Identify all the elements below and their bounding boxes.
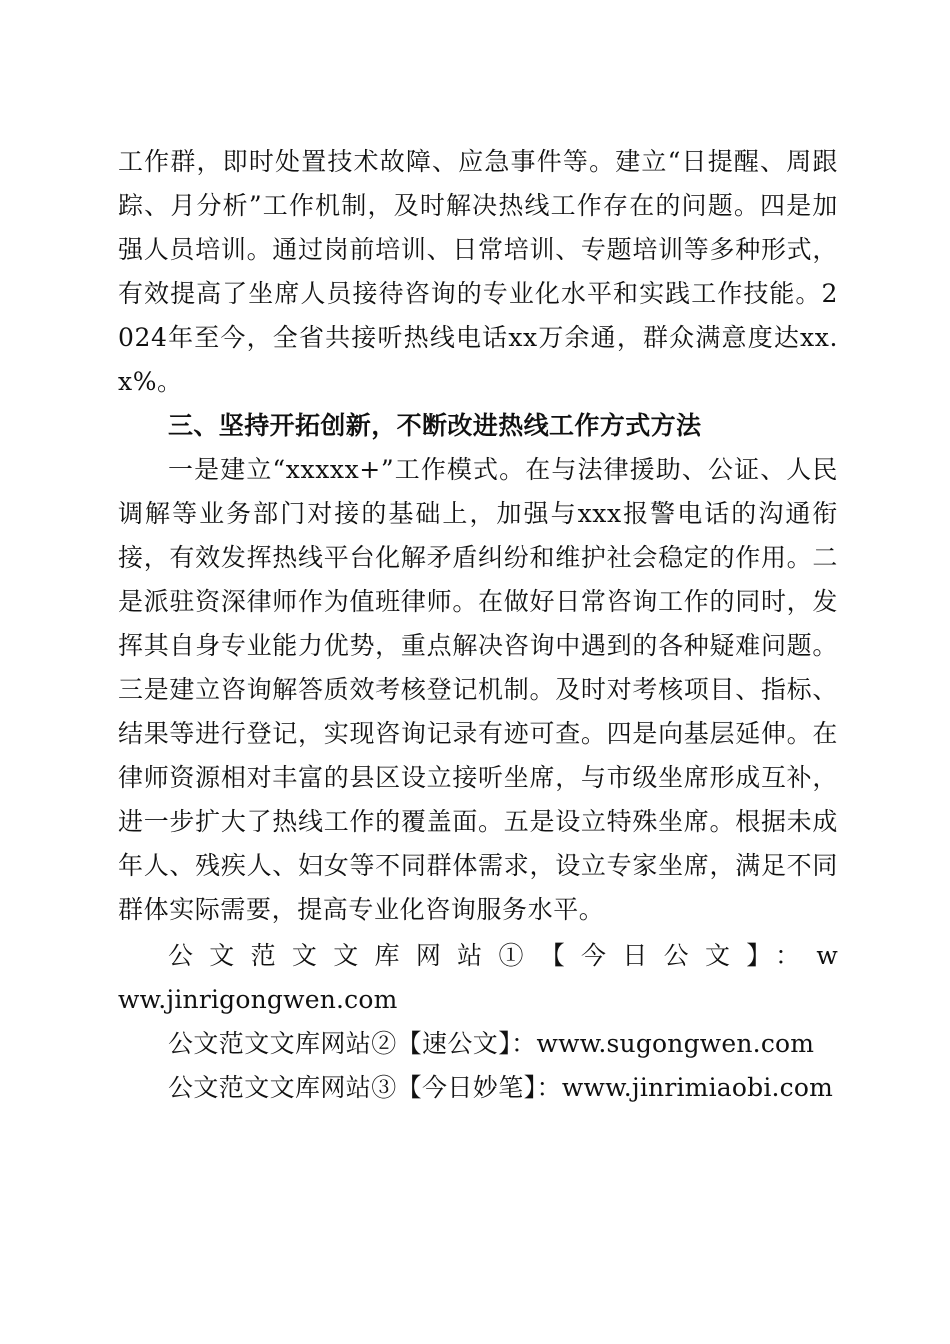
website-link-2-label: 公文范文文库网站②【速公文】： xyxy=(168,1029,537,1058)
website-link-1-label: 公文范文文库网站①【今日公文】： xyxy=(168,941,817,970)
website-link-3-url[interactable]: www.jinrimiaobi.com xyxy=(561,1073,834,1102)
website-link-1-url[interactable]: www.jinrigongwen.com xyxy=(118,941,838,1014)
paragraph-main: 一是建立“xxxxx+”工作模式。在与法律援助、公证、人民调解等业务部门对接的基础上，加强与xxx报警电话的沟通衔接，有效发挥热线平台化解矛盾纠纷和维护社会稳定的作用。二是派驻资深律师作为值班律师。在做好日常咨询工作的同时，发挥其自身专业能力优势，重点解决咨询中遇到的各种疑难问题。三是建立咨询解答质效考核登记机制。及时对考核项目、指标、结果等进行登记，实现咨询记录有迹可查。四是向基层延伸。在律师资源相对丰富的县区设立接听坐席，与市级坐席形成互补，进一步扩大了热线工作的覆盖面。五是设立特殊坐席。根据未成年人、残疾人、妇女等不同群体需求，设立专家坐席，满足不同群体实际需要，提高专业化咨询服务水平。 xyxy=(118,455,838,924)
section-heading: 三、坚持开拓创新，不断改进热线工作方式方法 xyxy=(168,411,702,440)
website-links xyxy=(118,934,838,1110)
website-link-1 xyxy=(118,934,838,1022)
website-link-2-url[interactable]: www.sugongwen.com xyxy=(536,1029,815,1058)
website-link-2 xyxy=(118,1022,838,1066)
website-link-3-label: 公文范文文库网站③【今日妙笔】： xyxy=(168,1073,562,1102)
document-page xyxy=(118,140,838,1110)
paragraph-continued: 工作群，即时处置技术故障、应急事件等。建立“日提醒、周跟踪、月分析”工作机制，及时解决热线工作存在的问题。四是加强人员培训。通过岗前培训、日常培训、专题培训等多种形式，有效提高了坐席人员接待咨询的专业化水平和实践工作技能。2024年至今，全省共接听热线电话xx万余通，群众满意度达xx.x%。 xyxy=(118,147,838,396)
website-link-3 xyxy=(118,1066,838,1110)
